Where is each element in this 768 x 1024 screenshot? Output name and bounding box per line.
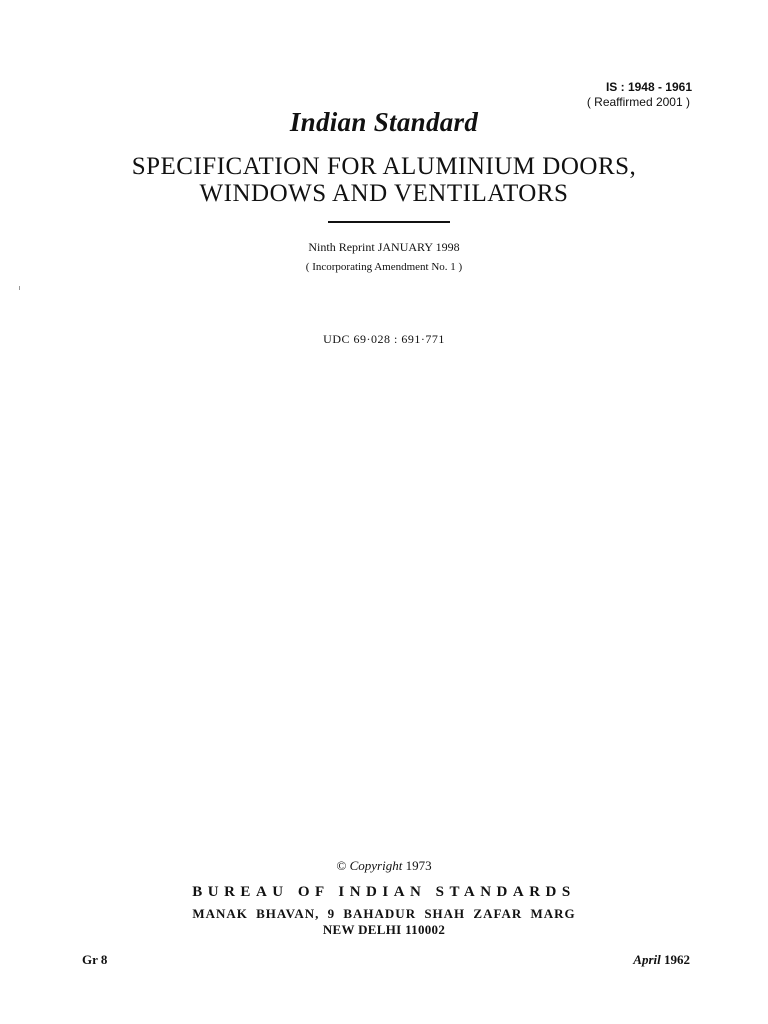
standard-number: IS : 1948 - 1961 — [605, 80, 692, 94]
publisher-address-line-2: NEW DELHI 110002 — [322, 922, 446, 937]
price-grade: Gr 8 — [82, 952, 108, 967]
document-title-line-2: WINDOWS AND VENTILATORS — [199, 180, 569, 207]
copyright-line — [0, 858, 768, 874]
document-title-line-1: SPECIFICATION FOR ALUMINIUM DOORS, — [131, 153, 637, 180]
udc-code: UDC 69·028 : 691·771 — [323, 332, 445, 346]
publication-date — [633, 952, 690, 968]
copyright-word: Copyright — [349, 858, 403, 873]
copyright-symbol: © — [336, 858, 347, 873]
scan-artifact — [19, 286, 20, 290]
publication-year: 1962 — [664, 952, 690, 967]
amendment-info: ( Incorporating Amendment No. 1 ) — [305, 261, 463, 273]
title-divider — [328, 221, 450, 223]
publisher-address-line-1: MANAK BHAVAN, 9 BAHADUR SHAH ZAFAR MARG — [192, 906, 576, 921]
copyright-year: 1973 — [405, 858, 432, 873]
publisher-name: BUREAU OF INDIAN STANDARDS — [192, 884, 576, 900]
publication-month: April — [633, 952, 661, 967]
series-title: Indian Standard — [289, 107, 479, 137]
reprint-info: Ninth Reprint JANUARY 1998 — [308, 240, 460, 254]
reaffirmed-note: ( Reaffirmed 2001 ) — [586, 95, 690, 109]
